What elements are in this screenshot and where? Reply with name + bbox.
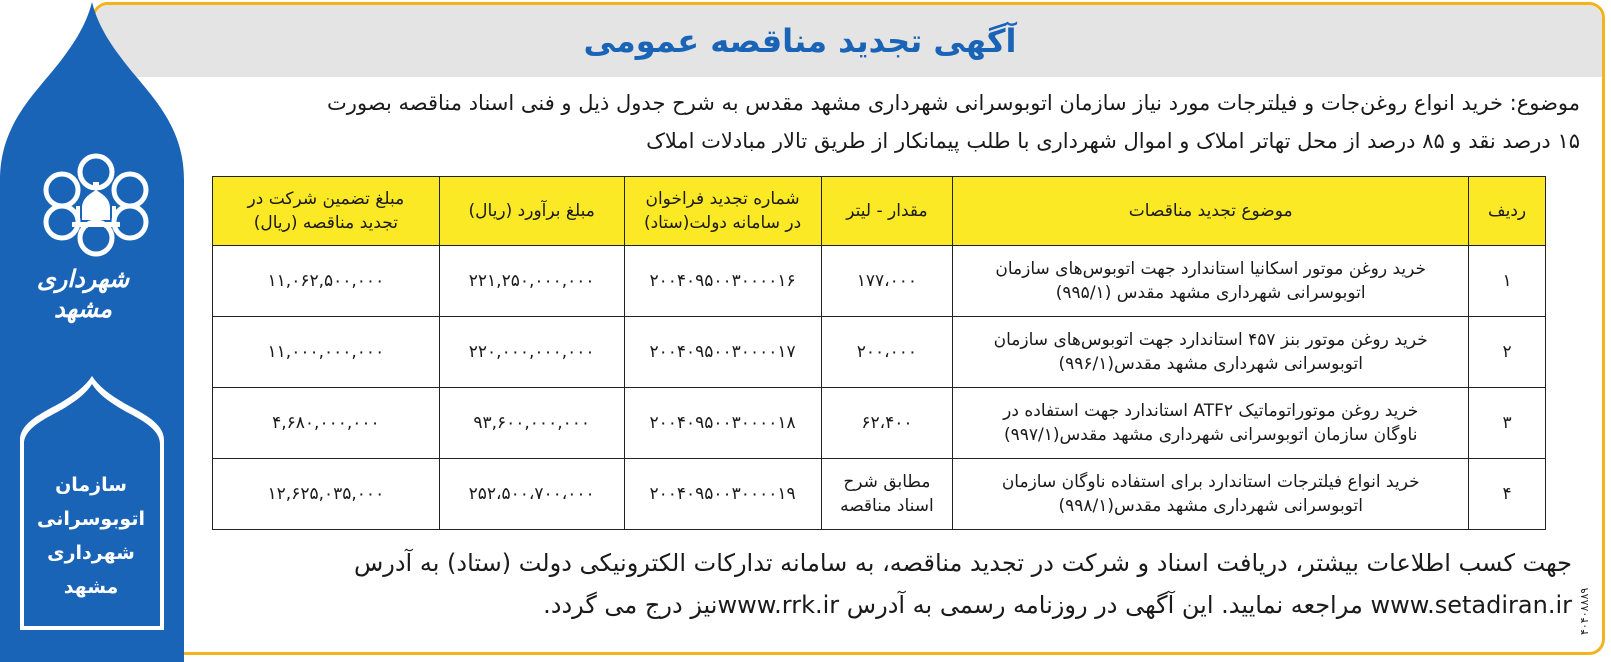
footer-line: www.setadiran.ir مراجعه نمایید. این آگهی در روزنامه رسمی به آدرس www.rrk.irنیز درج می گردد. bbox=[543, 591, 1572, 619]
row-quantity-line: مطابق شرح bbox=[843, 472, 931, 492]
row-subject-line: اتوبوسرانی شهرداری مشهد مقدس(۹۹۶/۱) bbox=[1058, 354, 1363, 374]
row-deposit: ۱۲,۶۲۵,۰۳۵,۰۰۰ bbox=[213, 459, 440, 530]
subject-line: ۱۵ درصد نقد و ۸۵ درصد از محل تهاتر املاک و اموال شهرداری با طلب پیمانکار از طریق تالار مبادلات املاک bbox=[646, 129, 1580, 153]
logo-text: شهرداری مشهد bbox=[36, 265, 130, 323]
row-subject-line: خرید روغن موتور بنز ۴۵۷ استاندارد جهت اتوبوس‌های سازمان bbox=[993, 330, 1428, 350]
header-quantity: مقدار - لیتر bbox=[821, 177, 953, 246]
row-quantity-line: ۱۷۷،۰۰۰ bbox=[856, 271, 918, 291]
tenders-table bbox=[212, 176, 1546, 530]
header-subject: موضوع تجدید مناقصات bbox=[953, 177, 1469, 246]
sidebar bbox=[0, 0, 186, 662]
row-subject bbox=[953, 317, 1469, 388]
row-quantity bbox=[821, 388, 953, 459]
row-call-number: ۲۰۰۴۰۹۵۰۰۳۰۰۰۰۱۹ bbox=[624, 459, 821, 530]
row-quantity-line: ۲۰۰،۰۰۰ bbox=[856, 342, 918, 362]
footer-line: جهت کسب اطلاعات بیشتر، دریافت اسناد و شرکت در تجدید مناقصه، به سامانه تدارکات الکترونیکی دولت (ستاد) به آدرس bbox=[353, 549, 1572, 577]
subject-line: موضوع: خرید انواع روغن‌جات و فیلترجات مورد نیاز سازمان اتوبوسرانی شهرداری مشهد مقدس به شرح جدول ذیل و فنی اسناد مناقصه بصورت bbox=[327, 91, 1580, 115]
row-quantity bbox=[821, 459, 953, 530]
row-estimate: ۲۲۱,۲۵۰,۰۰۰,۰۰۰ bbox=[439, 246, 624, 317]
header-call-number-line: در سامانه دولت(ستاد) bbox=[643, 213, 802, 233]
org-line: سازمان bbox=[55, 474, 127, 496]
header-deposit-line: مبلغ تضمین شرکت در bbox=[247, 189, 405, 209]
org-line: شهرداری مشهد bbox=[47, 542, 135, 598]
table-row bbox=[213, 388, 1546, 459]
org-line: اتوبوسرانی bbox=[37, 508, 145, 530]
row-deposit: ۴,۶۸۰,۰۰۰,۰۰۰ bbox=[213, 388, 440, 459]
table-header-row bbox=[213, 177, 1546, 246]
row-subject-line: خرید روغن موتور اسکانیا استاندارد جهت اتوبوس‌های سازمان bbox=[995, 259, 1427, 279]
row-number: ۴ bbox=[1469, 459, 1546, 530]
row-quantity bbox=[821, 317, 953, 388]
header-row-number: ردیف bbox=[1469, 177, 1546, 246]
footer-paragraph bbox=[190, 542, 1572, 626]
header-deposit bbox=[213, 177, 440, 246]
row-number: ۲ bbox=[1469, 317, 1546, 388]
notice-title: آگهی تجدید مناقصه عمومی bbox=[583, 22, 1017, 60]
row-quantity bbox=[821, 246, 953, 317]
mashhad-municipality-emblem-icon bbox=[36, 150, 156, 260]
table-row bbox=[213, 459, 1546, 530]
row-subject-line: خرید روغن موتوراتوماتیک ATF۲ استاندارد جهت استفاده در bbox=[1003, 401, 1419, 421]
row-number: ۳ bbox=[1469, 388, 1546, 459]
row-subject-line: خرید انواع فیلترجات استاندارد برای استفاده ناوگان سازمان bbox=[1001, 472, 1420, 492]
row-call-number: ۲۰۰۴۰۹۵۰۰۳۰۰۰۰۱۷ bbox=[624, 317, 821, 388]
row-subject-line: اتوبوسرانی شهرداری مشهد مقدس(۹۹۸/۱) bbox=[1058, 496, 1363, 516]
organization-name bbox=[20, 448, 162, 624]
row-subject-line: اتوبوسرانی شهرداری مشهد مقدس (۹۹۵/۱) bbox=[1055, 283, 1366, 303]
table-row bbox=[213, 246, 1546, 317]
row-estimate: ۲۲۰,۰۰۰,۰۰۰,۰۰۰ bbox=[439, 317, 624, 388]
row-quantity-line: ۶۲،۴۰۰ bbox=[861, 413, 913, 433]
row-call-number: ۲۰۰۴۰۹۵۰۰۳۰۰۰۰۱۸ bbox=[624, 388, 821, 459]
row-estimate: ۹۳,۶۰۰,۰۰۰,۰۰۰ bbox=[439, 388, 624, 459]
header-deposit-line: تجدید مناقصه (ریال) bbox=[253, 213, 398, 233]
row-subject-line: ناوگان سازمان اتوبوسرانی شهرداری مشهد مقدس(۹۹۷/۱) bbox=[1003, 425, 1418, 445]
header-estimate: مبلغ برآورد (ریال) bbox=[439, 177, 624, 246]
row-estimate: ۲۵۲،۵۰۰،۷۰۰،۰۰۰ bbox=[439, 459, 624, 530]
row-quantity-line: اسناد مناقصه bbox=[840, 496, 934, 516]
row-deposit: ۱۱,۰۰۰,۰۰۰,۰۰۰ bbox=[213, 317, 440, 388]
row-subject bbox=[953, 459, 1469, 530]
subject-paragraph bbox=[190, 84, 1580, 160]
table-row bbox=[213, 317, 1546, 388]
row-subject bbox=[953, 246, 1469, 317]
row-call-number: ۲۰۰۴۰۹۵۰۰۳۰۰۰۰۱۶ bbox=[624, 246, 821, 317]
header-call-number-line: شماره تجدید فراخوان bbox=[645, 189, 800, 209]
side-code: ۴۰۴۰۸۸۸۹ bbox=[1578, 587, 1591, 635]
row-subject bbox=[953, 388, 1469, 459]
row-deposit: ۱۱,۰۶۲,۵۰۰,۰۰۰ bbox=[213, 246, 440, 317]
row-number: ۱ bbox=[1469, 246, 1546, 317]
header-call-number bbox=[624, 177, 821, 246]
